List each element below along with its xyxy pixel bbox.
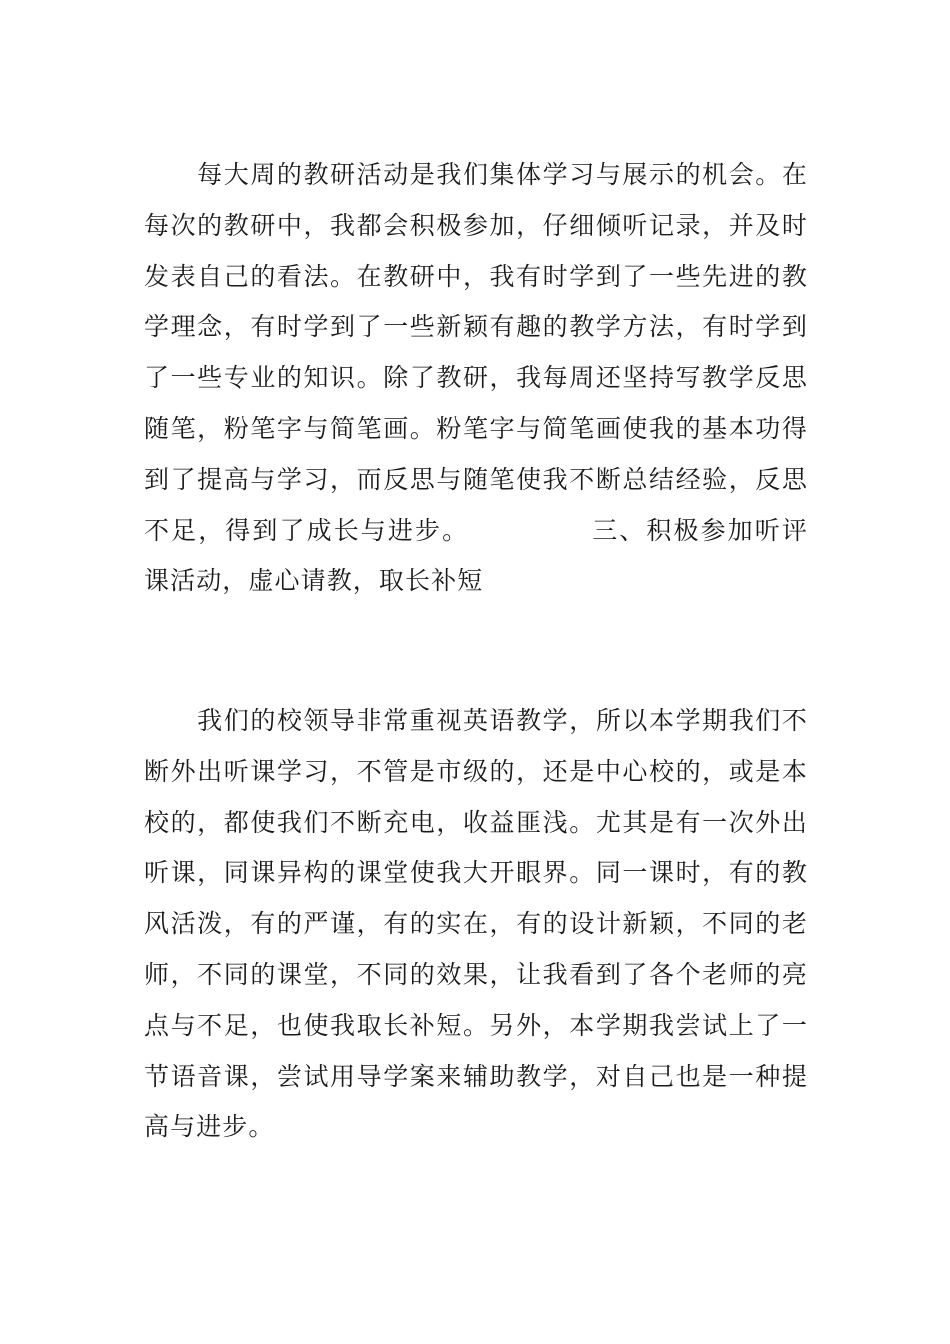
- paragraph-lesson-observation: 我们的校领导非常重视英语教学，所以本学期我们不断外出听课学习，不管是市级的，还是中心校的，或是本校的，都使我们不断充电，收益匪浅。尤其是有一次外出听课，同课异构的课堂使我大开眼界。同一课时，有的教风活泼，有的严谨，有的实在，有的设计新颖，不同的老师，不同的课堂，不同的效果，让我看到了各个老师的亮点与不足，也使我取长补短。另外，本学期我尝试上了一节语音课，尝试用导学案来辅助教学，对自己也是一种提高与进步。: [144, 706, 808, 1142]
- paragraph-teaching-research: 每大周的教研活动是我们集体学习与展示的机会。在每次的教研中，我都会积极参加，仔细倾听记录，并及时发表自己的看法。在教研中，我有时学到了一些先进的教学理念，有时学到了一些新颖有趣的教学方法，有时学到了一些专业的知识。除了教研，我每周还坚持写教学反思随笔，粉笔字与简笔画。粉笔字与简笔画使我的基本功得到了提高与学习，而反思与随笔使我不断总结经验，反思不足，得到了成长与进步。 三、积极参加听评课活动，虚心请教，取长补短: [144, 160, 808, 596]
